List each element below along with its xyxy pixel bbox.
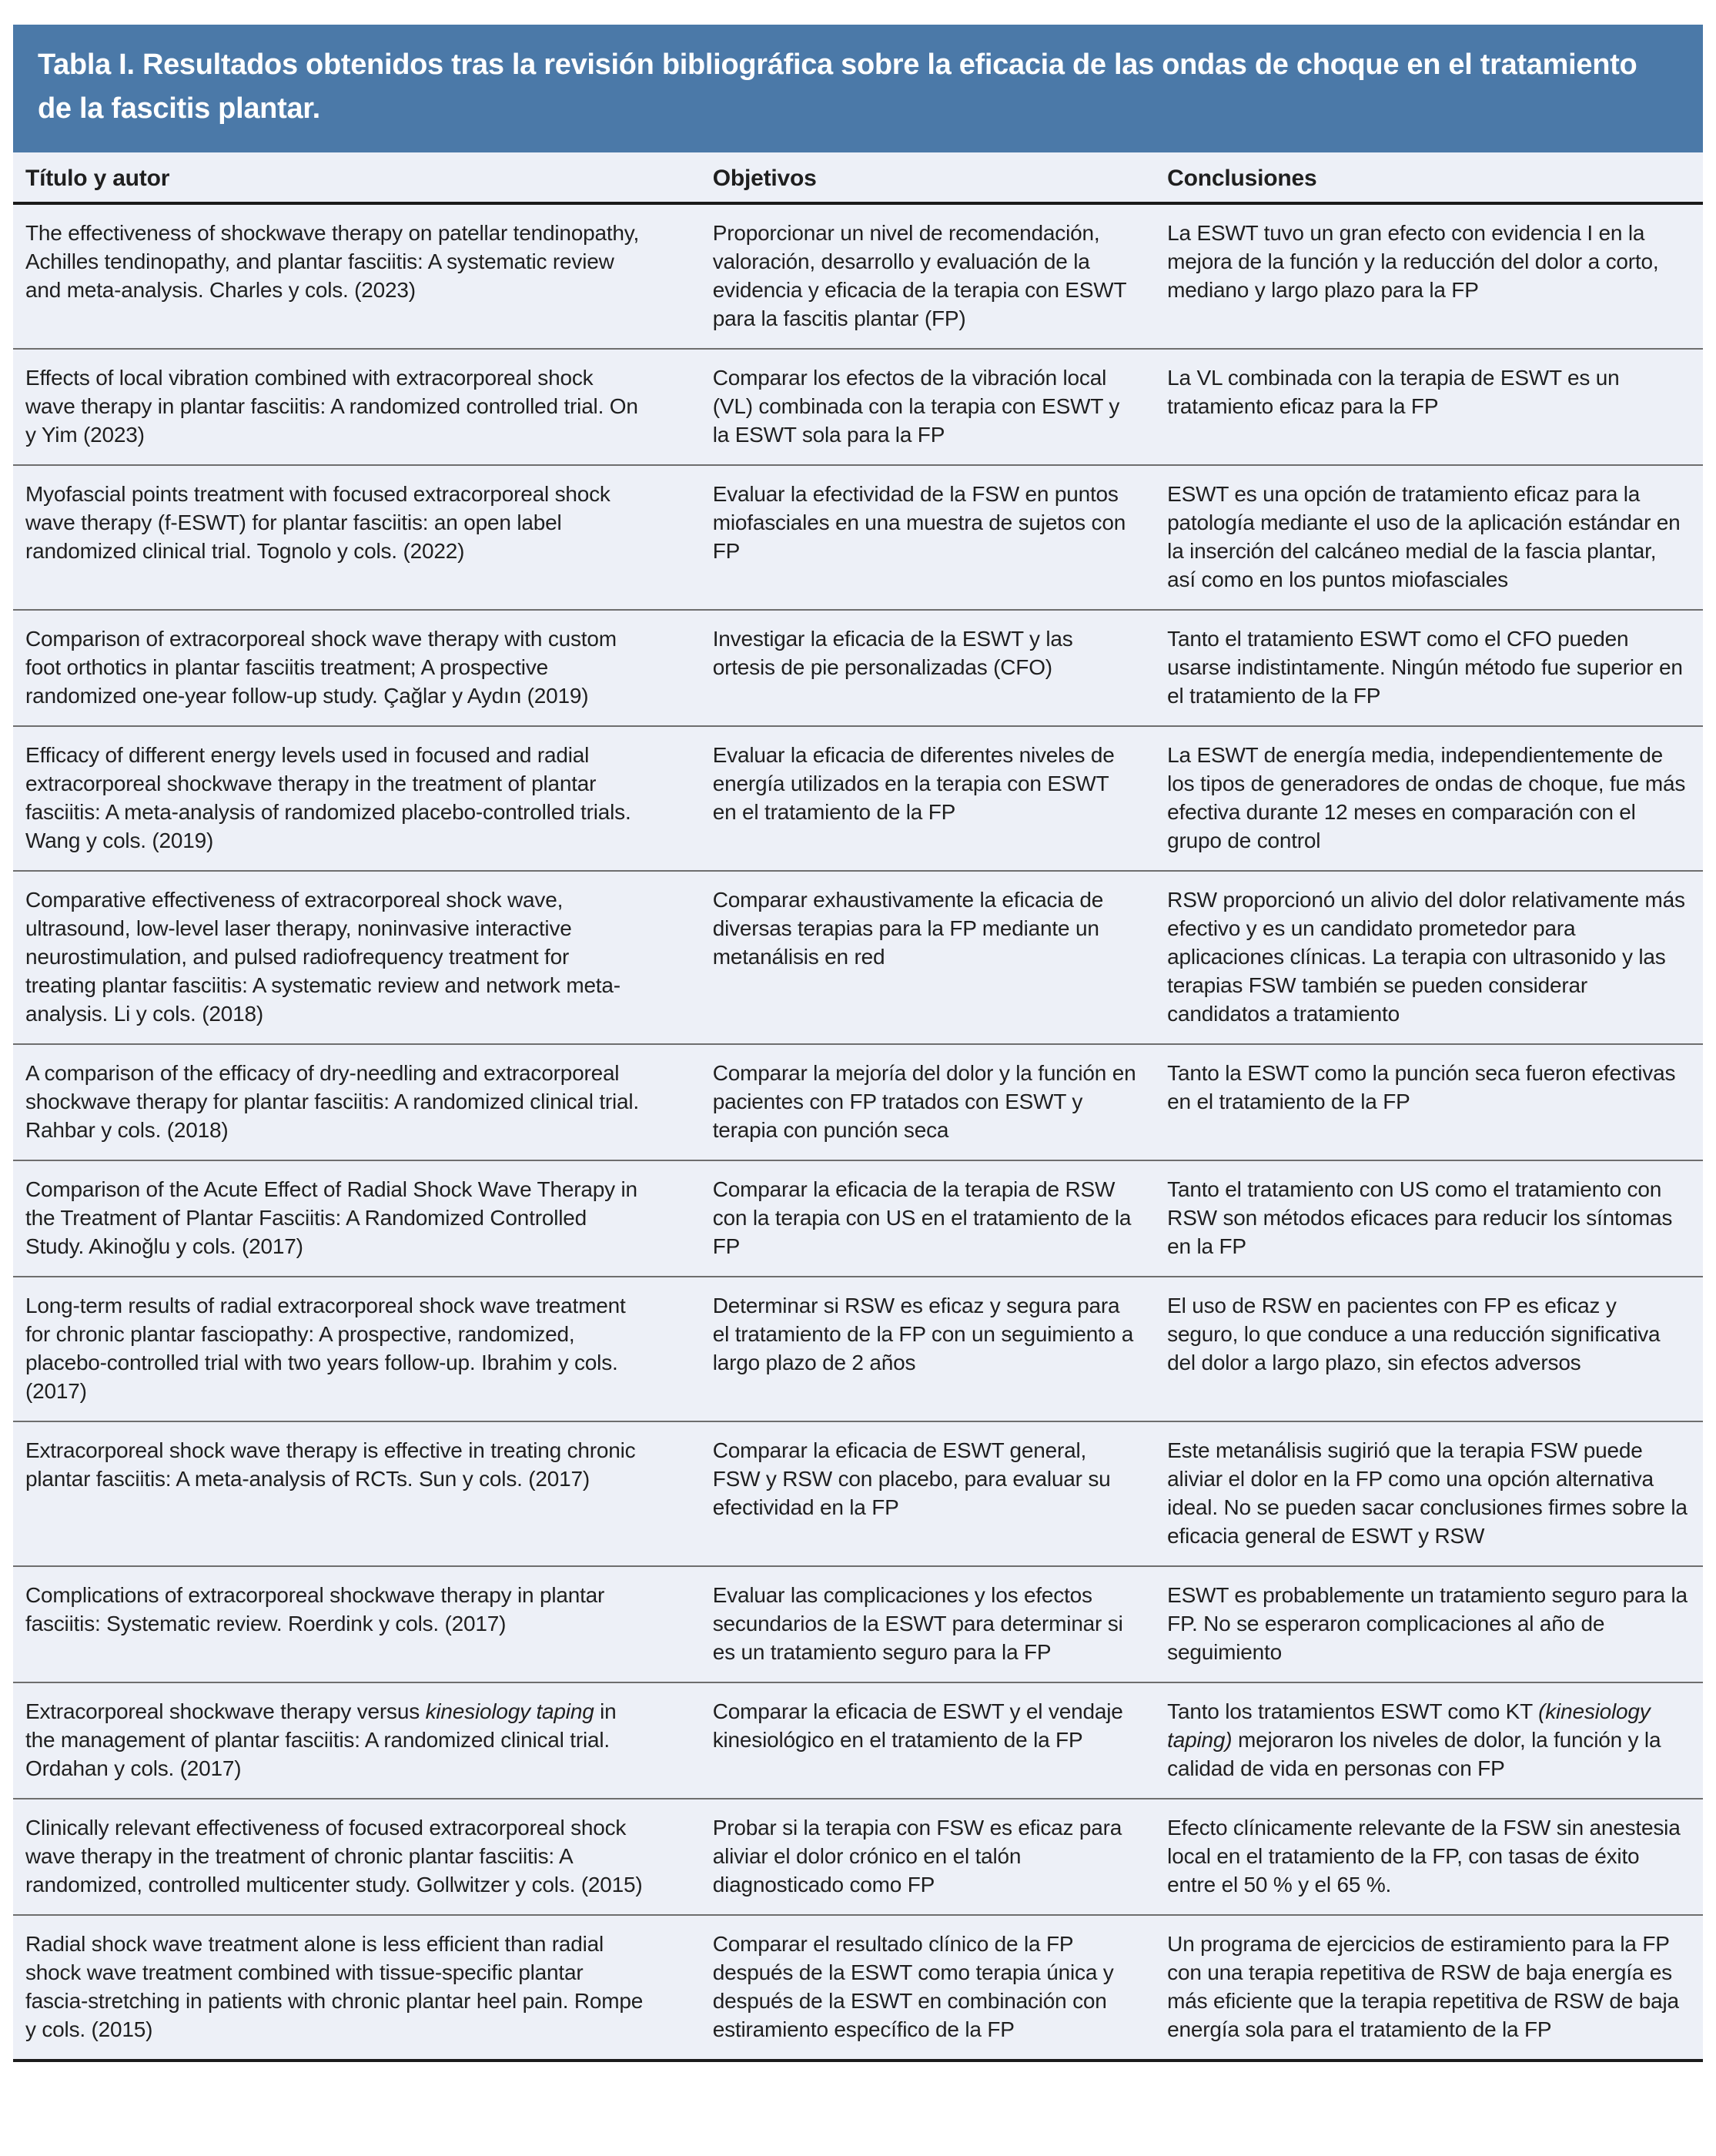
table-row <box>13 1043 1703 1160</box>
study-title-cell: A comparison of the efficacy of dry-needling and extracorporeal shockwave therapy for plantar fasciitis: A randomized clinical trial. Rahbar y cols. (2018) <box>25 1061 640 1142</box>
column-header-conclusiones: Conclusiones <box>1167 166 1317 191</box>
study-title-cell: Long-term results of radial extracorporeal shock wave treatment for chronic plantar fasciopathy: A prospective, randomized, placebo-controlled trial with two years follow-up. Ibrahim y cols. (2017) <box>25 1294 626 1403</box>
conclusion-cell: RSW proporcionó un alivio del dolor relativamente más efectivo y es un candidato prometedor para aplicaciones clínicas. La terapia con ultrasonido y las terapias FSW también se pueden considerar candidatos a tratamiento <box>1167 888 1685 1026</box>
study-title-cell: Radial shock wave treatment alone is less efficient than radial shock wave treatment combined with tissue-specific plantar fascia-stretching in patients with chronic plantar heel pain. Rompe y cols. (2015) <box>25 1932 644 2041</box>
table-row <box>13 348 1703 464</box>
study-title-cell: Comparative effectiveness of extracorporeal shock wave, ultrasound, low-level laser therapy, noninvasive interactive neurostimulation, and pulsed radiofrequency treatment for treating plantar fasciitis: A systematic review and network meta-analysis. Li y cols. (2018) <box>25 888 621 1026</box>
objective-cell: Evaluar las complicaciones y los efectos secundarios de la ESWT para determinar si es un tratamiento seguro para la FP <box>712 1583 1123 1664</box>
objective-cell: Investigar la eficacia de la ESWT y las ortesis de pie personalizadas (CFO) <box>712 627 1073 679</box>
table-row <box>13 1798 1703 1914</box>
table-row <box>13 870 1703 1043</box>
table-header-row <box>13 152 1703 205</box>
conclusion-cell: Efecto clínicamente relevante de la FSW sin anestesia local en el tratamiento de la FP, con tasas de éxito entre el 50 % y el 65 %. <box>1167 1816 1681 1897</box>
table-row <box>13 1682 1703 1798</box>
table-row <box>13 1276 1703 1421</box>
table-row <box>13 1914 1703 2059</box>
objective-cell: Comparar la eficacia de la terapia de RSW con la terapia con US en el tratamiento de la FP <box>712 1177 1132 1258</box>
conclusion-cell: La ESWT de energía media, independientemente de los tipos de generadores de ondas de choque, fue más efectiva durante 12 meses en comparación con el grupo de control <box>1167 743 1686 852</box>
study-title-cell: Extracorporeal shock wave therapy is effective in treating chronic plantar fasciitis: A meta-analysis of RCTs. Sun y cols. (2017) <box>25 1438 636 1491</box>
objective-cell: Comparar los efectos de la vibración local (VL) combinada con la terapia con ESWT y la ESWT sola para la FP <box>712 366 1120 447</box>
column-header-objetivos: Objetivos <box>712 166 817 191</box>
study-title-cell: The effectiveness of shockwave therapy on patellar tendinopathy, Achilles tendinopathy, and plantar fasciitis: A systematic review and meta-analysis. Charles y cols. (2023) <box>25 221 640 302</box>
objective-cell: Evaluar la efectividad de la FSW en puntos miofasciales en una muestra de sujetos con FP <box>712 482 1126 563</box>
table-row <box>13 1565 1703 1682</box>
objective-cell: Evaluar la eficacia de diferentes niveles de energía utilizados en la terapia con ESWT en el tratamiento de la FP <box>712 743 1115 824</box>
column-header-titulo-y-autor: Título y autor <box>25 166 170 191</box>
table-row <box>13 1160 1703 1276</box>
conclusion-cell: El uso de RSW en pacientes con FP es eficaz y seguro, lo que conduce a una reducción significativa del dolor a largo plazo, sin efectos adversos <box>1167 1294 1661 1374</box>
study-title-cell: Myofascial points treatment with focused extracorporeal shock wave therapy (f-ESWT) for plantar fasciitis: an open label randomized clinical trial. Tognolo y cols. (2022) <box>25 482 610 563</box>
table-row <box>13 205 1703 348</box>
objective-cell: Probar si la terapia con FSW es eficaz para aliviar el dolor crónico en el talón diagnosticado como FP <box>712 1816 1122 1897</box>
conclusion-cell: La ESWT tuvo un gran efecto con evidencia I en la mejora de la función y la reducción del dolor a corto, mediano y largo plazo para la FP <box>1167 221 1659 302</box>
table-title-bar <box>13 25 1703 152</box>
table-title-line2: de la fascitis plantar. <box>38 92 320 125</box>
objective-cell: Determinar si RSW es eficaz y segura para el tratamiento de la FP con un seguimiento a largo plazo de 2 años <box>712 1294 1134 1374</box>
objective-cell: Comparar exhaustivamente la eficacia de diversas terapias para la FP mediante un metanálisis en red <box>712 888 1104 969</box>
study-title-cell: Comparison of the Acute Effect of Radial Shock Wave Therapy in the Treatment of Plantar Fasciitis: A Randomized Controlled Study. Akinoğlu y cols. (2017) <box>25 1177 637 1258</box>
study-title-cell: Effects of local vibration combined with extracorporeal shock wave therapy in plantar fasciitis: A randomized controlled trial. On y Yim (2023) <box>25 366 638 447</box>
objective-cell: Comparar la eficacia de ESWT y el vendaje kinesiológico en el tratamiento de la FP <box>712 1699 1123 1752</box>
objective-cell: Proporcionar un nivel de recomendación, valoración, desarrollo y evaluación de la evidencia y eficacia de la terapia con ESWT para la fascitis plantar (FP) <box>712 221 1126 330</box>
study-title-cell: Comparison of extracorporeal shock wave therapy with custom foot orthotics in plantar fasciitis treatment; A prospective randomized one-year follow-up study. Çağlar y Aydın (2019) <box>25 627 617 708</box>
table-row <box>13 609 1703 725</box>
study-title-cell: Clinically relevant effectiveness of focused extracorporeal shock wave therapy in the treatment of chronic plantar fasciitis: A randomized, controlled multicenter study. Gollwitzer y cols. (2015) <box>25 1816 643 1897</box>
objective-cell: Comparar el resultado clínico de la FP después de la ESWT como terapia única y después de la ESWT en combinación con estiramiento específico de la FP <box>712 1932 1114 2041</box>
conclusion-cell: Tanto la ESWT como la punción seca fueron efectivas en el tratamiento de la FP <box>1167 1061 1676 1113</box>
table-row <box>13 725 1703 870</box>
study-title-cell: Complications of extracorporeal shockwave therapy in plantar fasciitis: Systematic review. Roerdink y cols. (2017) <box>25 1583 605 1635</box>
table-title-line1: Tabla I. Resultados obtenidos tras la revisión bibliográfica sobre la eficacia de las ondas de choque en el tratamiento <box>38 49 1637 81</box>
conclusion-cell: Tanto el tratamiento ESWT como el CFO pueden usarse indistintamente. Ningún método fue superior en el tratamiento de la FP <box>1167 627 1683 708</box>
table-body <box>13 205 1703 2059</box>
study-title-cell: Extracorporeal shockwave therapy versus kinesiology taping in the management of plantar fasciitis: A randomized clinical trial. Ordahan y cols. (2017) <box>25 1699 617 1780</box>
study-title-cell: Efficacy of different energy levels used in focused and radial extracorporeal shockwave therapy in the treatment of plantar fasciitis: A meta-analysis of randomized placebo-controlled trials. Wang y cols. (2019) <box>25 743 631 852</box>
conclusion-cell: Un programa de ejercicios de estiramiento para la FP con una terapia repetitiva de RSW de baja energía es más eficiente que la terapia repetitiva de RSW de baja energía sola para el tratamiento de la FP <box>1167 1932 1679 2041</box>
table-row <box>13 1421 1703 1565</box>
conclusion-cell: Este metanálisis sugirió que la terapia FSW puede aliviar el dolor en la FP como una opción alternativa ideal. No se pueden sacar conclusiones firmes sobre la eficacia general de ESWT y RSW <box>1167 1438 1688 1548</box>
conclusion-cell: Tanto el tratamiento con US como el tratamiento con RSW son métodos eficaces para reducir los síntomas en la FP <box>1167 1177 1673 1258</box>
conclusion-cell: Tanto los tratamientos ESWT como KT (kinesiology taping) mejoraron los niveles de dolor, la función y la calidad de vida en personas con FP <box>1167 1699 1661 1780</box>
results-table <box>13 25 1703 2062</box>
objective-cell: Comparar la mejoría del dolor y la función en pacientes con FP tratados con ESWT y terapia con punción seca <box>712 1061 1136 1142</box>
conclusion-cell: ESWT es una opción de tratamiento eficaz para la patología mediante el uso de la aplicación estándar en la inserción del calcáneo medial de la fascia plantar, así como en los puntos miofasciales <box>1167 482 1681 591</box>
objective-cell: Comparar la eficacia de ESWT general, FSW y RSW con placebo, para evaluar su efectividad en la FP <box>712 1438 1111 1519</box>
table-row <box>13 464 1703 609</box>
conclusion-cell: La VL combinada con la terapia de ESWT es un tratamiento eficaz para la FP <box>1167 366 1620 418</box>
conclusion-cell: ESWT es probablemente un tratamiento seguro para la FP. No se esperaron complicaciones al año de seguimiento <box>1167 1583 1688 1664</box>
